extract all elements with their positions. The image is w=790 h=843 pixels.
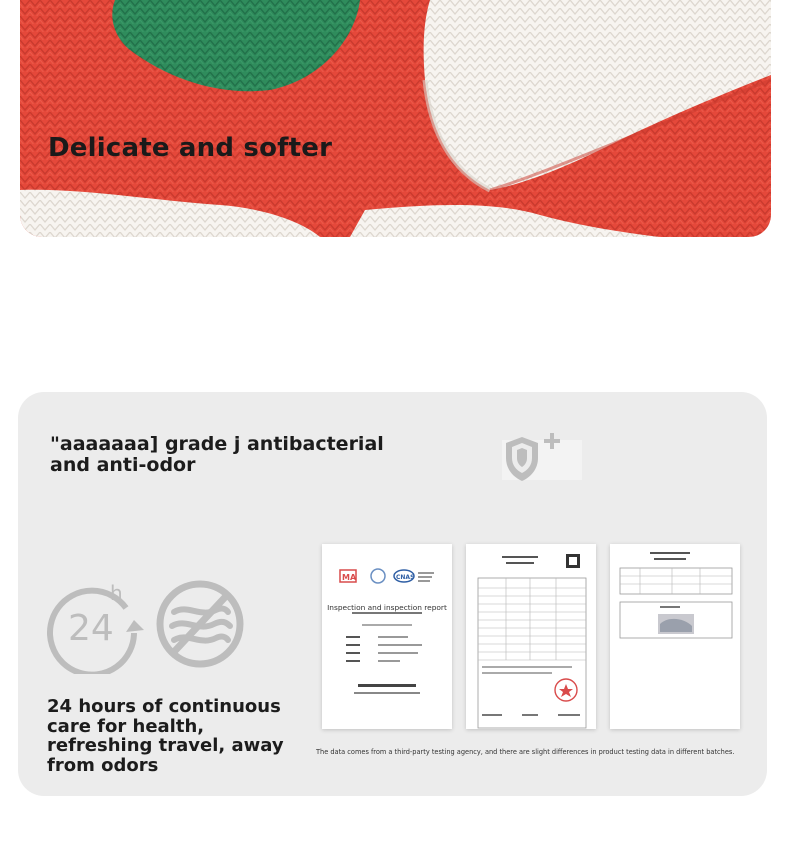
svg-text:MA: MA — [342, 573, 357, 582]
hero-image — [20, 0, 771, 237]
24h-refresh-icon — [46, 578, 146, 678]
feature-description: 24 hours of continuous care for health, refreshing travel, away from odors — [47, 696, 284, 776]
knit-fabric-illustration — [20, 0, 771, 237]
report-table-graphic — [466, 544, 596, 729]
hero-caption: Delicate and softer — [48, 133, 333, 163]
no-odor-icon — [152, 578, 248, 678]
shield-plus-icon — [502, 432, 582, 488]
hours-glyph: 24 — [68, 608, 114, 649]
report-data-page — [466, 544, 596, 729]
report-sample-page — [610, 544, 740, 729]
report-sample-graphic — [610, 544, 740, 729]
hours-sup: h — [110, 581, 123, 605]
report-disclaimer: The data comes from a third-party testing agency, and there are slight differences in product testing data in different batches. — [316, 748, 735, 756]
svg-text:CNAS: CNAS — [396, 574, 415, 581]
report-cover-page — [322, 544, 452, 729]
report-logos-icon — [322, 544, 452, 729]
feature-panel — [18, 392, 767, 796]
report-title: Inspection and inspection report — [327, 603, 447, 612]
feature-title: "aaaaaaa] grade j antibacterial and anti-odor — [50, 433, 384, 476]
